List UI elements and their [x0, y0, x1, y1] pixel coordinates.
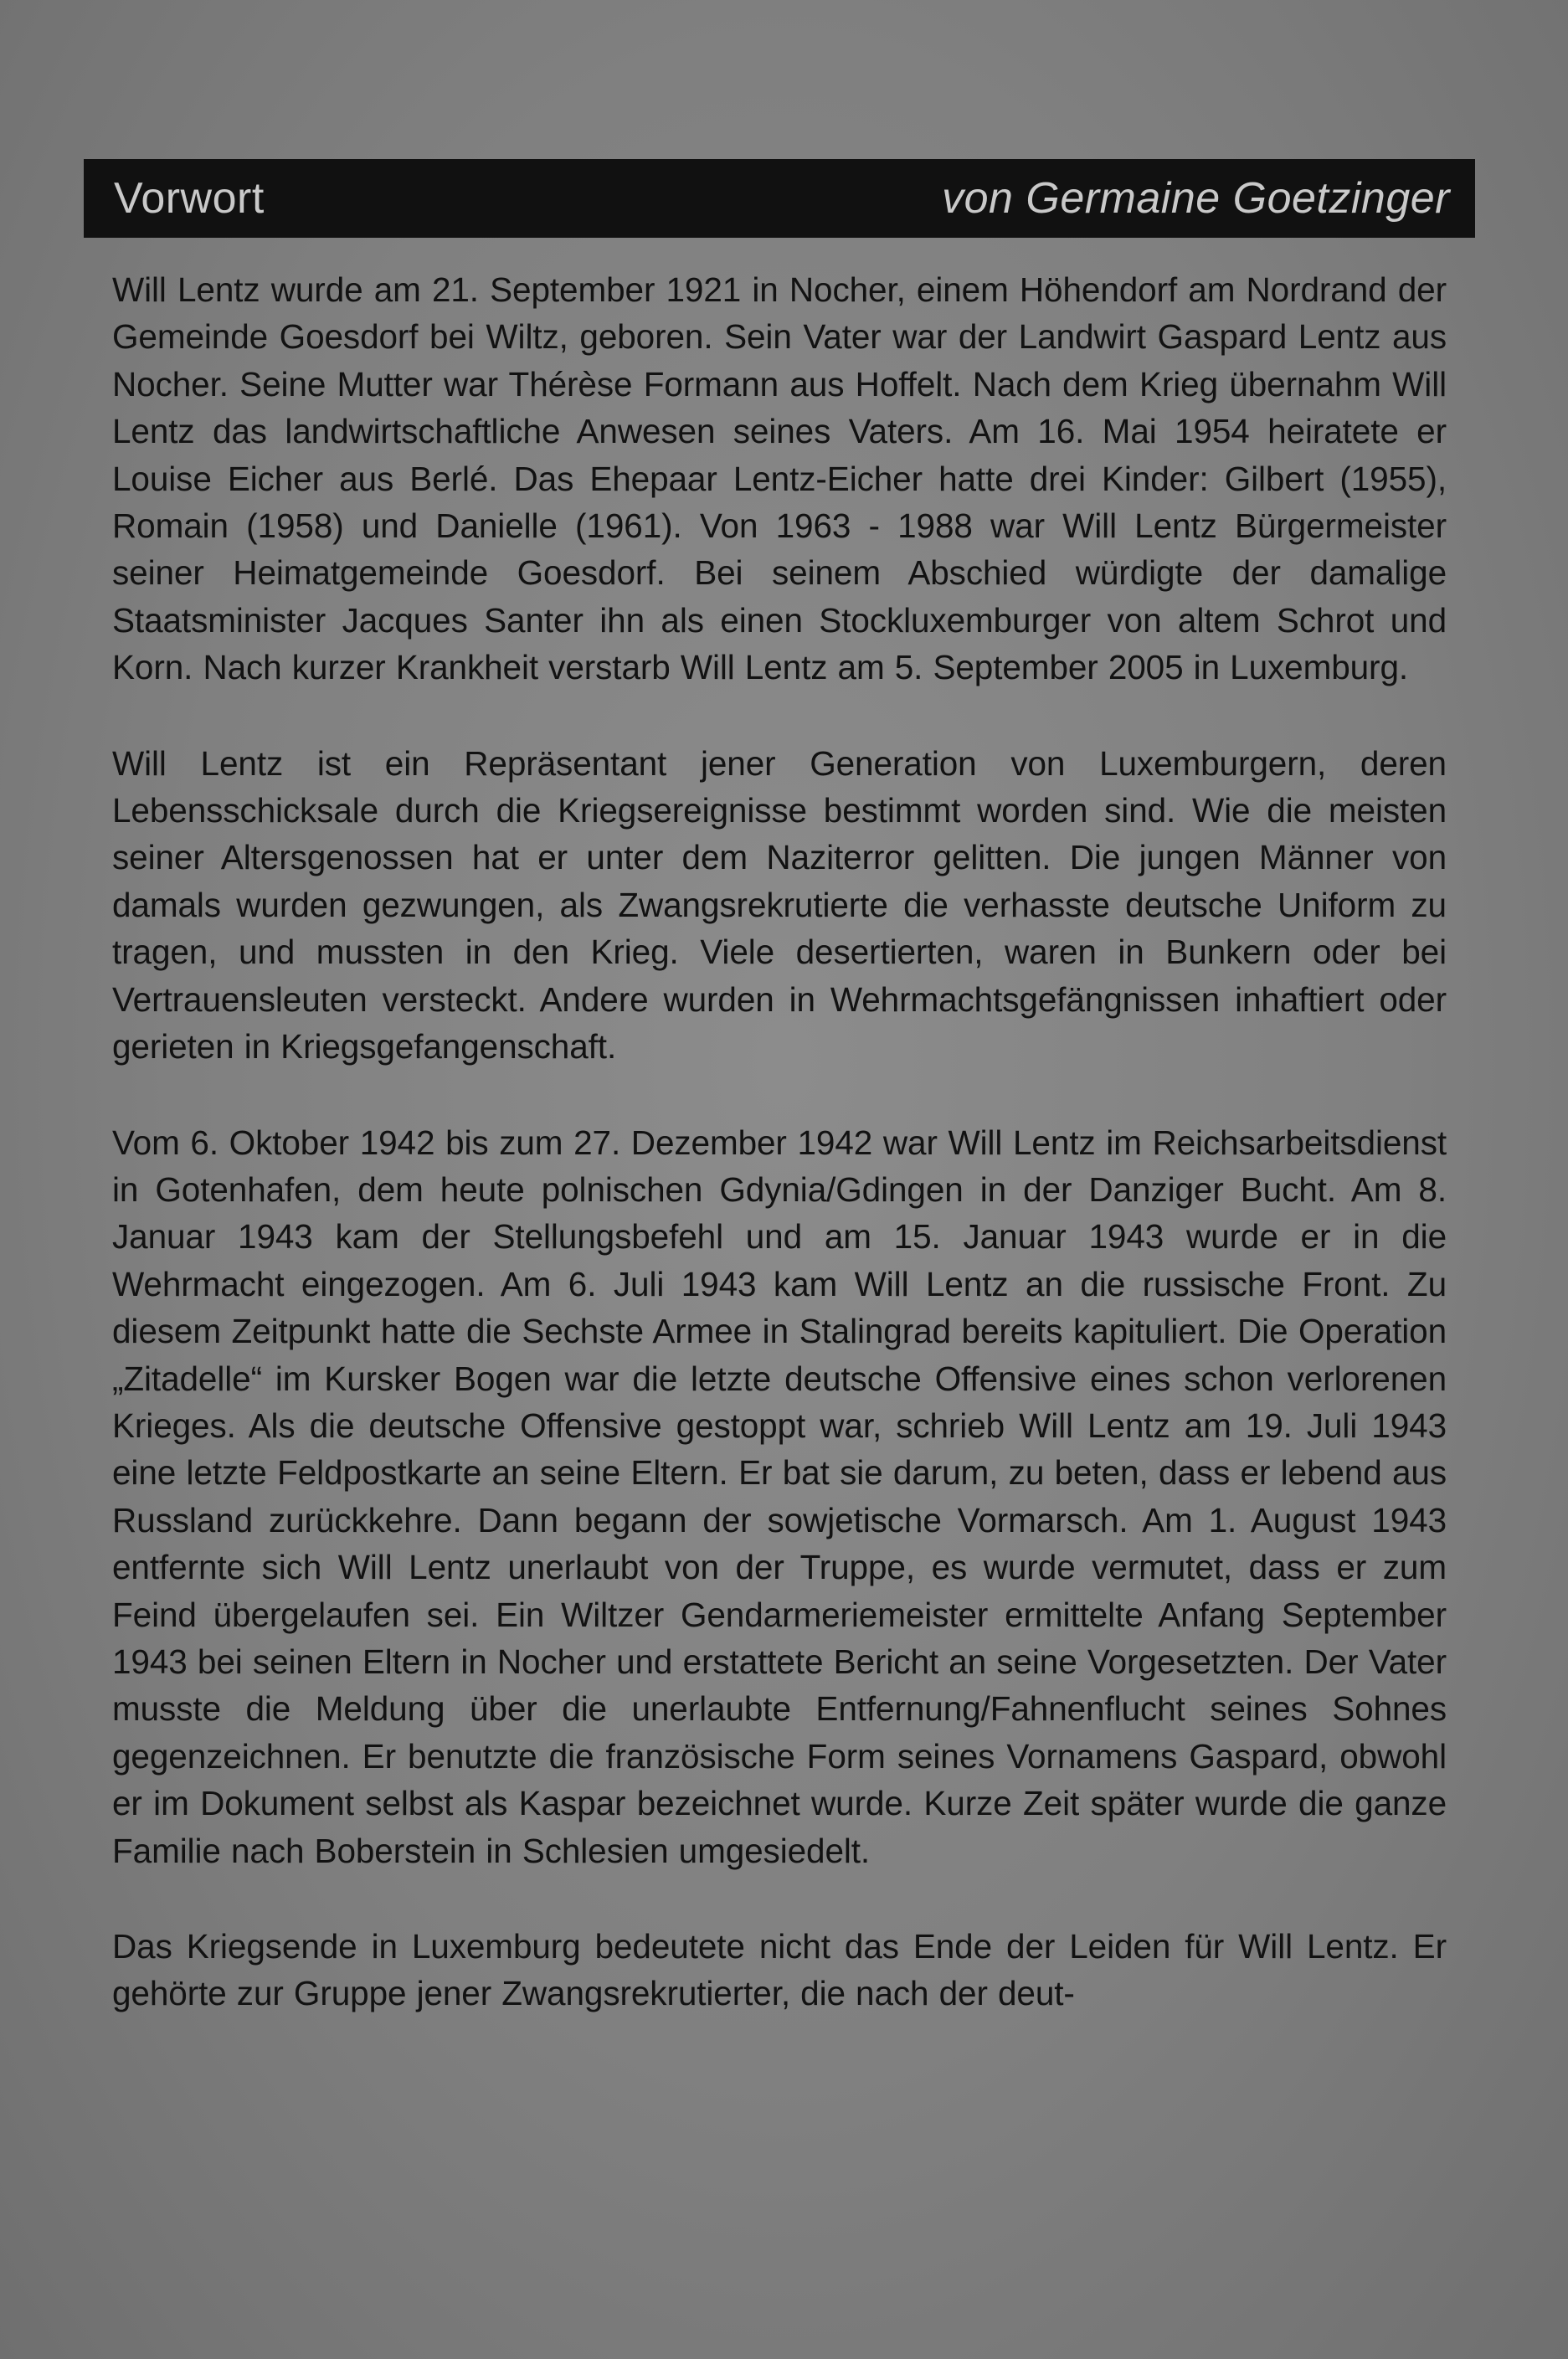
body-text [112, 266, 1447, 2017]
paragraph-1: Will Lentz wurde am 21. September 1921 in Nocher, einem Höhendorf am Nordrand der Gemeinde Goesdorf bei Wiltz, geboren. Sein Vater war der Landwirt Gaspard Lentz aus Nocher. Seine Mutter war Thérèse Formann aus Hoffelt. Nach dem Krieg übernahm Will Lentz das landwirtschaftliche Anwesen seines Vaters. Am 16. Mai 1954 heiratete er Louise Eicher aus Berlé. Das Ehepaar Lentz-Eicher hatte drei Kinder: Gilbert (1955), Romain (1958) und Danielle (1961). Von 1963 - 1988 war Will Lentz Bürgermeister seiner Heimatgemeinde Goesdorf. Bei seinem Abschied würdigte der damalige Staatsminister Jacques Santer ihn als einen Stockluxemburger von altem Schrot und Korn. Nach kurzer Krankheit verstarb Will Lentz am 5. September 2005 in Luxemburg. [112, 270, 1447, 687]
section-header-bar [84, 159, 1475, 238]
section-author: von Germaine Goetzinger [942, 174, 1450, 223]
paragraph-3: Vom 6. Oktober 1942 bis zum 27. Dezember 1942 war Will Lentz im Reichsarbeitsdienst in Gotenhafen, dem heute polnischen Gdynia/Gdingen in der Danziger Bucht. Am 8. Januar 1943 kam der Stellungsbefehl und am 15. Januar 1943 wurde er in die Wehrmacht eingezogen. Am 6. Juli 1943 kam Will Lentz an die russische Front. Zu diesem Zeitpunkt hatte die Sechste Armee in Stalingrad bereits kapituliert. Die Operation „Zitadelle“ im Kursker Bogen war die letzte deutsche Offensive eines schon verlorenen Krieges. Als die deutsche Offensive gestoppt war, schrieb Will Lentz am 19. Juli 1943 eine letzte Feldpostkarte an seine Eltern. Er bat sie darum, zu beten, dass er lebend aus Russland zurückkehre. Dann begann der sowjetische Vormarsch. Am 1. August 1943 entfernte sich Will Lentz unerlaubt von der Truppe, es wurde vermutet, dass er zum Feind übergelaufen sei. Ein Wiltzer Gendarmeriemeister ermittelte Anfang September 1943 bei seinen Eltern in Nocher und erstattete Bericht an seine Vorgesetzten. Der Vater musste die Meldung über die unerlaubte Entfernung/Fahnenflucht seines Sohnes gegenzeichnen. Er benutzte die französische Form seines Vornamens Gaspard, obwohl er im Dokument selbst als Kaspar bezeichnet wurde. Kurze Zeit später wurde die ganze Familie nach Boberstein in Schlesien umgesiedelt. [112, 1123, 1447, 1870]
section-title: Vorwort [114, 174, 265, 223]
paragraph-2: Will Lentz ist ein Repräsentant jener Generation von Luxemburgern, deren Lebensschicksale durch die Kriegsereignisse bestimmt worden sind. Wie die meisten seiner Altersgenossen hat er unter dem Naziterror gelitten. Die jungen Männer von damals wurden gezwungen, als Zwangsrekrutierte die verhasste deutsche Uniform zu tragen, und mussten in den Krieg. Viele desertierten, waren in Bunkern oder bei Vertrauensleuten versteckt. Andere wurden in Wehrmachtsgefängnissen inhaftiert oder gerieten in Kriegsgefangenschaft. [112, 743, 1447, 1066]
paragraph-4: Das Kriegsende in Luxemburg bedeutete nicht das Ende der Leiden für Will Lentz. Er gehörte zur Gruppe jener Zwangsrekrutierter, die nach der deut- [112, 1927, 1447, 2013]
